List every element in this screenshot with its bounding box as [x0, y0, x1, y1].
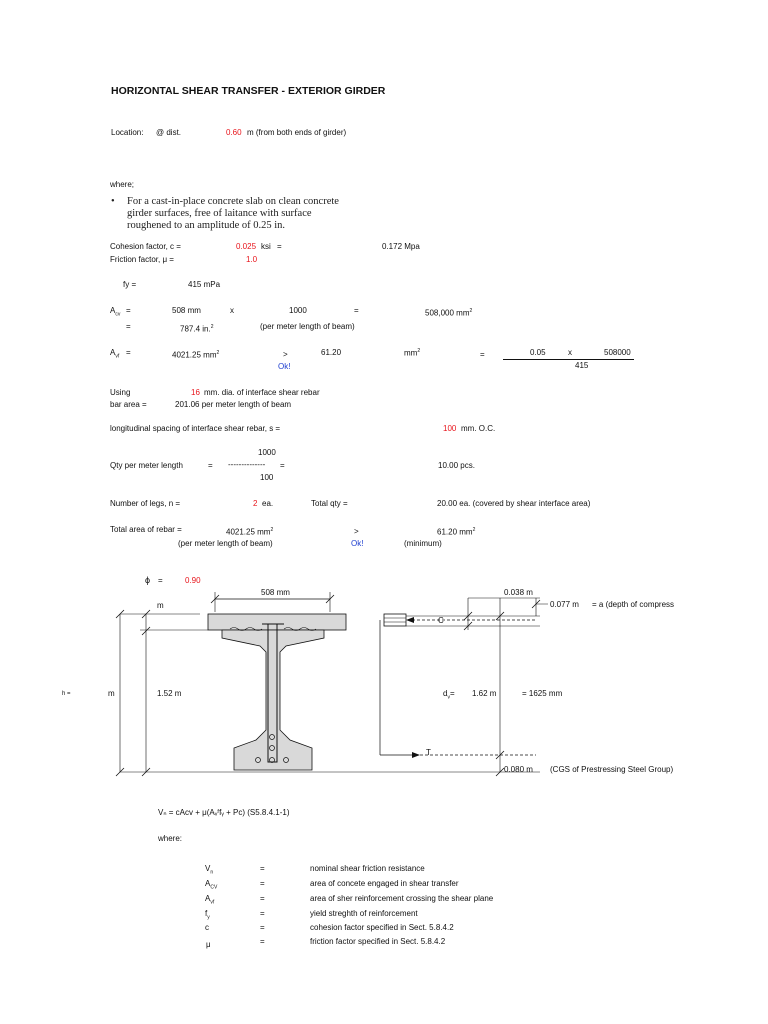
fig-a-note: = a (depth of compress — [592, 600, 675, 609]
def-eq: = — [260, 864, 265, 873]
acv-eq3: = — [126, 322, 131, 331]
acv-a: 508 mm — [172, 306, 201, 315]
fig-h-label: h = — [62, 691, 71, 697]
location-value: 0.60 — [226, 128, 242, 137]
def-eq: = — [260, 879, 265, 888]
def-eq: = — [260, 937, 265, 946]
qty-dashes: -------------- — [228, 460, 266, 469]
bullet-line-3: roughened to an amplitude of 0.25 in. — [127, 220, 286, 231]
total-qty-value: 20.00 ea. (covered by shear interface area) — [437, 499, 591, 508]
bullet-icon: • — [111, 196, 115, 207]
fig-h-value: 1.52 m — [157, 689, 182, 698]
def-text: nominal shear friction resistance — [310, 864, 425, 873]
location-label: Location: — [111, 128, 144, 137]
avf-eq2: = — [480, 350, 485, 359]
acv-x: x — [230, 306, 234, 315]
bar-area-label: bar area = — [110, 400, 147, 409]
bullet-line-1: For a cast-in-place concrete slab on clean concrete — [127, 196, 339, 207]
avf-den: 415 — [575, 361, 589, 370]
where-label-2: where: — [158, 834, 183, 843]
qty-num: 1000 — [258, 448, 276, 457]
phi-eq: = — [158, 576, 163, 585]
def-text: friction factor specified in Sect. 5.8.4.2 — [310, 937, 446, 946]
compression-block — [384, 614, 406, 626]
bullet-line-2: girder surfaces, free of laitance with surface — [127, 208, 312, 219]
fig-dv-mm: = 1625 mm — [522, 689, 563, 698]
legs-value: 2 — [253, 499, 258, 508]
location-dist-label: @ dist. — [156, 128, 182, 137]
spacing-unit: mm. O.C. — [461, 424, 496, 433]
total-area-min: 61.20 $mm^2$ — [437, 527, 476, 537]
avf-eq: = — [126, 348, 131, 357]
legs-unit: ea. — [262, 499, 274, 508]
def-eq: = — [260, 923, 265, 932]
qty-den: 100 — [260, 473, 274, 482]
qty-eq2: = — [280, 461, 285, 470]
acv-note: (per meter length of beam) — [260, 322, 355, 331]
total-area-value: 4021.25 $mm^2$ — [226, 527, 274, 537]
friction-label: Friction factor, μ = — [110, 255, 174, 264]
qty-label: Qty per meter length — [110, 461, 183, 470]
location-unit: m (from both ends of girder) — [247, 128, 347, 137]
acv-inch: 787.4 in.$^2$ — [180, 324, 214, 334]
cohesion-converted: 0.172 Mpa — [382, 242, 420, 251]
def-text: cohesion factor specified in Sect. 5.8.4.2 — [310, 923, 454, 932]
where-label: where; — [110, 180, 135, 189]
fig-h-m: m — [108, 689, 115, 698]
page-title: HORIZONTAL SHEAR TRANSFER - EXTERIOR GIRDER — [111, 85, 386, 97]
qty-eq: = — [208, 461, 213, 470]
def-text: yield streghth of reinforcement — [310, 909, 418, 918]
fig-dv-label: $d_v=$ — [443, 689, 455, 701]
acv-label: $A_{cv}$ — [110, 306, 121, 318]
def-symbol: $V_n$ — [205, 864, 214, 876]
total-area-min-note: (minimum) — [404, 539, 442, 548]
avf-f1: 0.05 — [530, 348, 546, 357]
fig-c-label: C — [438, 616, 444, 625]
def-eq: = — [260, 894, 265, 903]
bar-area-value: 201.06 per meter length of beam — [175, 400, 292, 409]
def-text: area of concete engaged in shear transfer — [310, 879, 459, 888]
def-symbol: $A_{vf}$ — [205, 894, 215, 906]
avf-gt: > — [283, 350, 288, 359]
fig-cgs-note: (CGS of Prestressing Steel Group) — [550, 765, 674, 774]
total-area-ok: Ok! — [351, 539, 364, 548]
fig-slab-width: 508 mm — [261, 588, 290, 597]
def-symbol: μ — [206, 940, 211, 949]
c-arrow-icon — [406, 617, 414, 623]
fig-t-label: T — [426, 748, 431, 757]
using-text: mm. dia. of interface shear rebar — [204, 388, 320, 397]
fig-top-dim: 0.038 m — [504, 588, 533, 597]
girder-i-section — [222, 630, 324, 770]
avf-min: 61.20 — [321, 348, 342, 357]
avf-unit2: $mm^2$ — [404, 348, 421, 358]
using-value: 16 — [191, 388, 200, 397]
def-eq: = — [260, 909, 265, 918]
def-symbol: c — [205, 923, 209, 932]
qty-result: 10.00 pcs. — [438, 461, 475, 470]
acv-result: 508,000 $mm^2$ — [425, 308, 473, 318]
fig-cgs-value: 0.080 m — [504, 765, 533, 774]
avf-value: 4021.25 $mm^2$ — [172, 350, 220, 360]
def-text: area of sher reinforcement crossing the shear plane — [310, 894, 494, 903]
spacing-value: 100 — [443, 424, 457, 433]
acv-eq: = — [126, 306, 131, 315]
total-qty-label: Total qty = — [311, 499, 348, 508]
fig-m-left: m — [157, 601, 164, 610]
phi-symbol: ϕ — [145, 575, 151, 585]
shear-friction-equation: Vₙ = cAᴄᴠ + μ(Aᵥᶠfᵧ + Pᴄ) (S5.8.4.1-1) — [158, 808, 290, 817]
avf-label: $A_{vf}$ — [110, 348, 120, 360]
avf-f2: 508000 — [604, 348, 631, 357]
legs-label: Number of legs, n = — [110, 499, 181, 508]
avf-ok: Ok! — [278, 362, 291, 371]
total-area-note: (per meter length of beam) — [178, 539, 273, 548]
spacing-label: longitudinal spacing of interface shear rebar, s = — [110, 424, 281, 433]
fig-dv-value: 1.62 m — [472, 689, 497, 698]
fig-a-dim: 0.077 m — [550, 600, 579, 609]
cohesion-label: Cohesion factor, c = — [110, 242, 181, 251]
friction-value: 1.0 — [246, 255, 258, 264]
using-label: Using — [110, 388, 131, 397]
cohesion-unit: ksi — [261, 242, 271, 251]
avf-fx: x — [568, 348, 572, 357]
acv-b: 1000 — [289, 306, 307, 315]
t-arrow-icon — [412, 752, 420, 758]
total-area-gt: > — [354, 527, 359, 536]
acv-eq2: = — [354, 306, 359, 315]
fy-value: 415 mPa — [188, 280, 221, 289]
cohesion-eq: = — [277, 242, 282, 251]
cohesion-value: 0.025 — [236, 242, 257, 251]
phi-value: 0.90 — [185, 576, 201, 585]
total-area-label: Total area of rebar = — [110, 525, 182, 534]
fy-label: fy = — [123, 280, 137, 289]
def-symbol: $f_y$ — [205, 909, 210, 921]
def-symbol: $A_{CV}$ — [205, 879, 218, 891]
